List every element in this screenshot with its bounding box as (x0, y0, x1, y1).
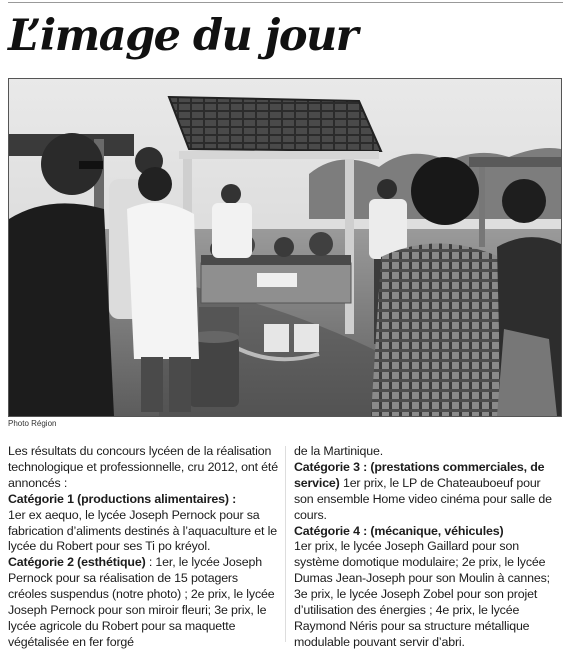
photo-credit: Photo Région (8, 419, 57, 428)
news-photo (8, 78, 562, 417)
column-continuation: de la Martinique. (294, 444, 384, 458)
category-2-text: : 1er, le lycée Joseph Pernock pour sa réalisation de 15 potagers créoles suspendus (notre photo) ; 2e prix, le lycée Joseph Pernock pour son miroir fleuri; 3e prix, le lycée agricole du Robert pour sa maquette végétalisée en fer forgé (8, 555, 275, 649)
category-3-text: 1er prix, le LP de Chateauboeuf pour son ensemble Home video cinéma pour salle de cours. (294, 475, 552, 522)
article-column-2 (294, 444, 562, 651)
article-column-1 (8, 444, 279, 651)
article-intro: Les résultats du concours lycéen de la réalisation technologique et professionnelle, cru 2012, ont été annoncés : (8, 444, 278, 490)
category-1-text: 1er ex aequo, le lycée Joseph Pernock pour sa fabrication d’aliments destinés à l’aquaculture et le lycée du Robert pour ses Ti po kréyol. (8, 507, 277, 554)
category-4-text: 1er prix, le lycée Joseph Gaillard pour son système domotique modulaire; 2e prix, le lycée Dumas Jean-Joseph pour son Moulin à cannes; 3e prix, le lycée Joseph Zobel pour son projet d’utilisation des énergies ; 4e prix, le lycée Raymond Néris pour sa structure métallique modulable pouvant servir d’abri. (294, 539, 550, 649)
category-1-colon: : (228, 491, 237, 506)
category-2-heading: Catégorie 2 (esthétique) (8, 555, 146, 570)
category-4-heading: Catégorie 4 : (mécanique, véhicules) (294, 523, 504, 538)
solar-garden-scene (9, 79, 561, 416)
category-3 (294, 460, 562, 524)
category-1-heading: Catégorie 1 (productions alimentaires) (8, 491, 229, 506)
category-2 (8, 555, 279, 650)
column-divider (285, 446, 286, 642)
top-rule (8, 2, 563, 3)
page-title: L’image du jour (8, 11, 357, 61)
category-3-heading: Catégorie 3 : (prestations commerciales, de service) (294, 459, 545, 490)
category-4 (294, 524, 562, 540)
category-1 (8, 492, 279, 508)
